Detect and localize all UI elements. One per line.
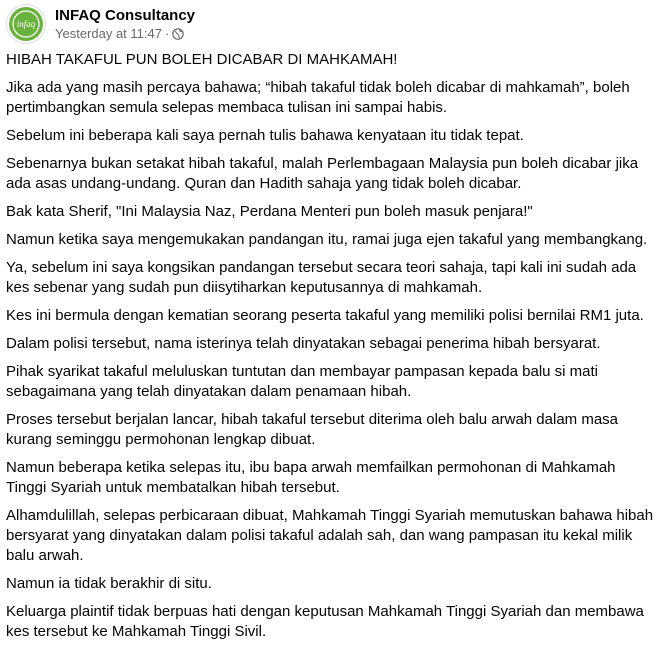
post-paragraph: Jika ada yang masih percaya bahawa; “hibah takaful tidak boleh dicabar di mahkamah”, boleh pertimbangkan semula selepas membaca tulisan ini sampai habis. bbox=[6, 79, 630, 116]
post-paragraph: Proses tersebut berjalan lancar, hibah takaful tersebut diterima oleh balu arwah dalam masa kurang seminggu permohonan lengkap dibuat. bbox=[6, 411, 619, 448]
post-paragraph: Namun ketika saya mengemukakan pandangan itu, ramai juga ejen takaful yang membangkang. bbox=[6, 231, 648, 248]
page-name-link[interactable]: INFAQ Consultancy bbox=[55, 7, 196, 24]
avatar[interactable] bbox=[6, 4, 46, 44]
post-paragraph: Namun ia tidak berakhir di situ. bbox=[6, 575, 212, 592]
globe-icon[interactable] bbox=[172, 28, 184, 40]
timestamp-row bbox=[55, 26, 195, 42]
post-paragraph: Dalam polisi tersebut, nama isterinya telah dinyatakan sebagai penerima hibah bersyarat. bbox=[6, 335, 601, 352]
post-paragraph: Kes ini bermula dengan kematian seorang peserta takaful yang memiliki polisi bernilai RM1 juta. bbox=[6, 307, 644, 324]
post-headline: HIBAH TAKAFUL PUN BOLEH DICABAR DI MAHKAMAH! bbox=[6, 51, 398, 68]
post-paragraph: Pihak syarikat takaful meluluskan tuntutan dan membayar pampasan kepada balu si mati sebagaimana yang telah dinyatakan dalam penamaan hibah. bbox=[6, 363, 598, 400]
post-paragraph: Namun beberapa ketika selepas itu, ibu bapa arwah memfailkan permohonan di Mahkamah Tinggi Syariah untuk membatalkan hibah tersebut. bbox=[6, 459, 616, 496]
post-timestamp-link[interactable]: Yesterday at 11:47 bbox=[55, 26, 162, 41]
infaq-logo-icon bbox=[8, 6, 44, 42]
post-paragraph: Keluarga plaintif tidak berpuas hati dengan keputusan Mahkamah Tinggi Syariah dan membawa kes tersebut ke Mahkamah Tinggi Sivil. bbox=[6, 603, 644, 640]
post-header bbox=[6, 4, 195, 44]
post-paragraph: Ya, sebelum ini saya kongsikan pandangan tersebut secara teori sahaja, tapi kali ini sudah ada kes sebenar yang sudah pun diisytiharkan keputusannya di mahkamah. bbox=[6, 259, 637, 296]
separator-dot: · bbox=[164, 26, 170, 41]
post-meta bbox=[55, 6, 195, 42]
post-body bbox=[6, 50, 658, 650]
post-paragraph: Sebenarnya bukan setakat hibah takaful, malah Perlembagaan Malaysia pun boleh dicabar jika ada asas undang-undang. Quran dan Hadith sahaja yang tidak boleh dicabar. bbox=[6, 155, 639, 192]
avatar-logo-text: infaq bbox=[16, 19, 36, 29]
post-paragraph: Alhamdulillah, selepas perbicaraan dibuat, Mahkamah Tinggi Syariah memutuskan bahawa hibah bersyarat yang dinyatakan dalam polisi takaful adalah sah, dan wang pampasan itu kekal milik balu arwah. bbox=[6, 507, 654, 564]
post-paragraph: Bak kata Sherif, "Ini Malaysia Naz, Perdana Menteri pun boleh masuk penjara!" bbox=[6, 203, 533, 220]
post-paragraph: Sebelum ini beberapa kali saya pernah tulis bahawa kenyataan itu tidak tepat. bbox=[6, 127, 524, 144]
